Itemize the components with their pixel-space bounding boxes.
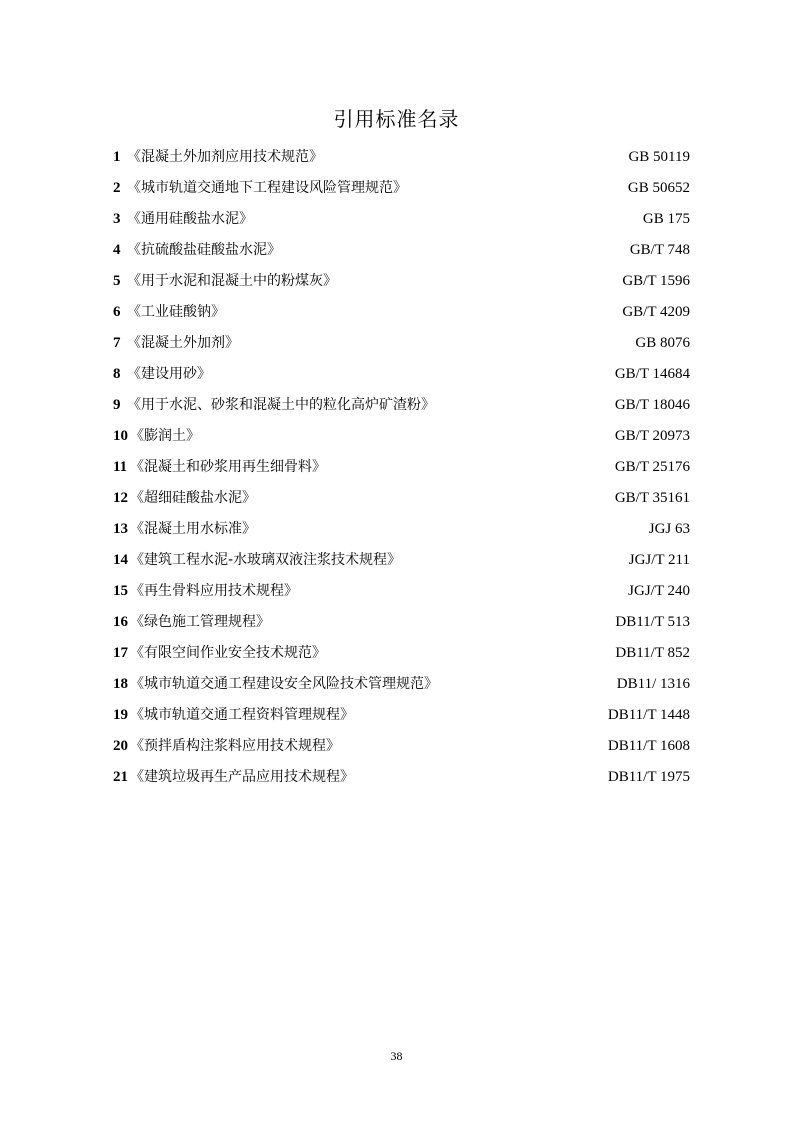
reference-title: 《膨润土》	[130, 428, 200, 444]
reference-item	[113, 421, 690, 452]
reference-number: 18	[113, 676, 128, 692]
reference-title: 《预拌盾构注浆料应用技术规程》	[130, 738, 340, 754]
reference-code: GB 175	[642, 211, 690, 227]
reference-title: 《混凝土外加剂应用技术规范》	[127, 149, 323, 165]
reference-item	[113, 452, 690, 483]
reference-number: 15	[113, 583, 128, 599]
reference-number: 17	[113, 645, 128, 661]
reference-item	[113, 359, 690, 390]
reference-title: 《城市轨道交通工程建设安全风险技术管理规范》	[130, 676, 438, 692]
reference-code: DB11/T 1608	[607, 738, 690, 754]
reference-code: GB/T 4209	[622, 304, 690, 320]
reference-number: 11	[113, 459, 128, 475]
reference-code: GB/T 14684	[614, 366, 690, 382]
reference-code: GB/T 1596	[622, 273, 690, 289]
reference-item	[113, 762, 690, 793]
reference-title: 《混凝土和砂浆用再生细骨料》	[130, 459, 326, 475]
reference-code: DB11/T 852	[615, 645, 690, 661]
reference-title: 《建设用砂》	[127, 366, 211, 382]
reference-title: 《城市轨道交通工程资料管理规程》	[130, 707, 354, 723]
reference-number: 21	[113, 769, 128, 785]
reference-number: 2	[113, 180, 121, 196]
page-number: 38	[390, 1049, 403, 1063]
reference-number: 4	[113, 242, 121, 258]
reference-title: 《建筑垃圾再生产品应用技术规程》	[130, 769, 354, 785]
reference-code: GB 50652	[627, 180, 690, 196]
reference-item	[113, 483, 690, 514]
reference-item	[113, 731, 690, 762]
reference-title: 《混凝土用水标准》	[130, 521, 256, 537]
reference-title: 《工业硅酸钠》	[127, 304, 225, 320]
reference-code: GB/T 748	[629, 242, 690, 258]
reference-code: JGJ/T 240	[628, 583, 690, 599]
reference-item	[113, 545, 690, 576]
reference-code: GB/T 35161	[614, 490, 690, 506]
reference-number: 1	[113, 149, 121, 165]
reference-item	[113, 235, 690, 266]
reference-number: 20	[113, 738, 128, 754]
reference-code: GB 8076	[635, 335, 690, 351]
reference-number: 9	[113, 397, 121, 413]
reference-title: 《超细硅酸盐水泥》	[130, 490, 256, 506]
reference-number: 6	[113, 304, 121, 320]
reference-item	[113, 297, 690, 328]
reference-title: 《有限空间作业安全技术规范》	[130, 645, 326, 661]
reference-title: 《城市轨道交通地下工程建设风险管理规范》	[127, 180, 407, 196]
reference-number: 10	[113, 428, 128, 444]
reference-code: GB/T 25176	[614, 459, 690, 475]
reference-item	[113, 390, 690, 421]
reference-item	[113, 607, 690, 638]
reference-list	[113, 142, 690, 793]
reference-item	[113, 266, 690, 297]
reference-title: 《通用硅酸盐水泥》	[127, 211, 253, 227]
reference-number: 5	[113, 273, 121, 289]
reference-number: 12	[113, 490, 128, 506]
reference-item	[113, 700, 690, 731]
reference-title: 《用于水泥和混凝土中的粉煤灰》	[127, 273, 337, 289]
reference-code: JGJ 63	[648, 521, 690, 537]
reference-code: GB/T 18046	[614, 397, 690, 413]
reference-code: JGJ/T 211	[628, 552, 690, 568]
reference-item	[113, 514, 690, 545]
page-title: 引用标准名录	[333, 107, 460, 131]
reference-title: 《用于水泥、砂浆和混凝土中的粒化高炉矿渣粉》	[127, 397, 435, 413]
reference-title: 《混凝土外加剂》	[127, 335, 239, 351]
reference-item	[113, 669, 690, 700]
reference-title: 《建筑工程水泥-水玻璃双液注浆技术规程》	[130, 552, 402, 568]
reference-number: 14	[113, 552, 128, 568]
reference-title: 《绿色施工管理规程》	[130, 614, 270, 630]
reference-number: 16	[113, 614, 128, 630]
reference-number: 7	[113, 335, 121, 351]
reference-item	[113, 638, 690, 669]
reference-item	[113, 328, 690, 359]
reference-code: DB11/T 1448	[607, 707, 690, 723]
reference-item	[113, 576, 690, 607]
reference-number: 19	[113, 707, 128, 723]
reference-code: DB11/T 1975	[607, 769, 690, 785]
reference-number: 3	[113, 211, 121, 227]
reference-number: 8	[113, 366, 121, 382]
reference-code: GB/T 20973	[614, 428, 690, 444]
reference-title: 《再生骨料应用技术规程》	[130, 583, 298, 599]
reference-code: DB11/ 1316	[616, 676, 690, 692]
reference-item	[113, 204, 690, 235]
reference-item	[113, 142, 690, 173]
reference-code: DB11/T 513	[615, 614, 690, 630]
reference-title: 《抗硫酸盐硅酸盐水泥》	[127, 242, 281, 258]
reference-number: 13	[113, 521, 128, 537]
reference-code: GB 50119	[628, 149, 690, 165]
reference-item	[113, 173, 690, 204]
